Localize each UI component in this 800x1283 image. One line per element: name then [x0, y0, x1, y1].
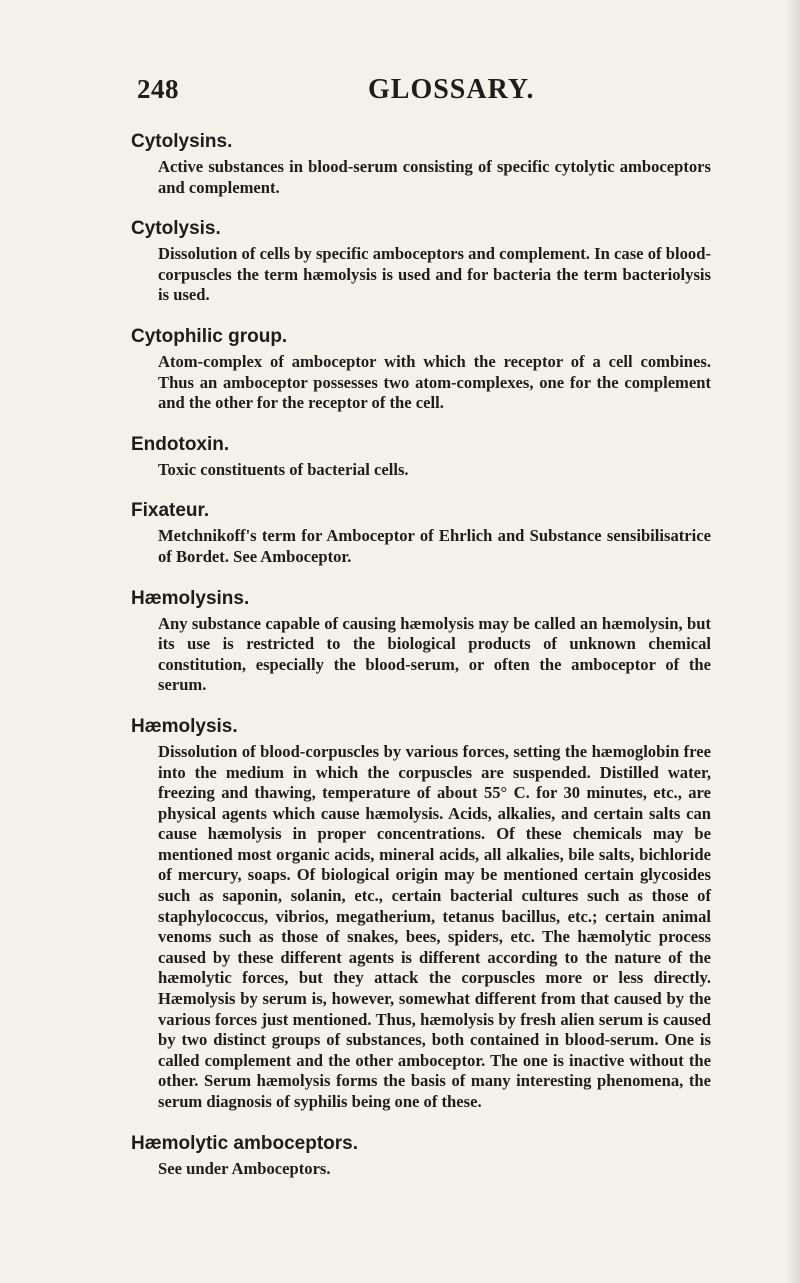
page-header — [0, 72, 800, 112]
glossary-entry-haemolytic-amboceptors — [131, 1132, 711, 1180]
entry-definition: Active substances in blood-serum consisting of specific cytolytic amboceptors and complement. — [158, 157, 711, 197]
glossary-entry-fixateur — [131, 499, 711, 567]
entry-term: Fixateur. — [131, 500, 210, 522]
entry-definition: Any substance capable of causing hæmolysis may be called an hæmolysin, but its use is restricted to the biological products of unknown chemical constitution, especially the blood-serum, or often the amboceptor of the serum. — [158, 613, 711, 695]
entry-definition: Dissolution of cells by specific amboceptors and complement. In case of blood-corpuscles the term hæmolysis is used and for bacteria the term bacteriolysis is used. — [158, 244, 711, 305]
entry-term: Hæmolysins. — [131, 587, 250, 609]
entry-term: Cytolysis. — [131, 218, 221, 240]
page-number: 248 — [137, 74, 179, 104]
entry-term: Endotoxin. — [131, 433, 230, 455]
glossary-entry-cytolysis — [131, 217, 711, 306]
glossary-entry-haemolysins — [131, 587, 711, 696]
running-head: GLOSSARY. — [368, 74, 535, 105]
page-edge-shadow — [786, 0, 800, 1283]
glossary-entry-haemolysis — [131, 715, 711, 1113]
glossary-entry-cytolysins — [131, 130, 711, 198]
entry-term: Hæmolytic amboceptors. — [131, 1132, 358, 1154]
entry-definition: Metchnikoff's term for Amboceptor of Ehrlich and Substance sensibilisatrice of Bordet. See Amboceptor. — [158, 526, 711, 566]
entry-term: Hæmolysis. — [131, 715, 238, 737]
entry-definition: Toxic constituents of bacterial cells. — [158, 459, 409, 479]
entry-term: Cytolysins. — [131, 131, 233, 152]
entry-definition: See under Amboceptors. — [158, 1158, 331, 1178]
entry-definition: Dissolution of blood-corpuscles by various forces, setting the hæmoglobin free into the medium in which the corpuscles are suspended. Distilled water, freezing and thawing, temperature of about 55° C. for 30 minutes, etc., are physical agents which cause hæmolysis. Acids, alkalies, and certain salts can cause hæmolysis in proper concentrations. Of these chemicals may be mentioned most organic acids, mineral acids, all alkalies, bile salts, bichloride of mercury, soaps. Of biological origin may be mentioned certain glycosides such as saponin, solanin, etc., certain bacterial cultures such as those of staphylococcus, vibrios, megatherium, tetanus bacillus, etc.; certain animal venoms such as those of snakes, bees, spiders, etc. The hæmolytic process caused by these different agents is different according to the nature of the hæmolytic forces, but they attack the corpuscles more or less directly. Hæmolysis by serum is, however, somewhat different from that caused by the various forces just mentioned. Thus, hæmolysis by fresh alien serum is caused by two distinct groups of substances, both contained in blood-serum. One is called complement and the other amboceptor. The one is inactive without the other. Serum hæmolysis forms the basis of many interesting phenomena, the serum diagnosis of syphilis being one of these. — [158, 741, 711, 1111]
glossary-entries — [131, 130, 711, 1198]
glossary-entry-endotoxin — [131, 433, 711, 481]
glossary-entry-cytophilic-group — [131, 325, 711, 414]
entry-definition: Atom-complex of amboceptor with which the receptor of a cell combines. Thus an amboceptor possesses two atom-complexes, one for the complement and the other for the receptor of the cell. — [158, 351, 711, 413]
entry-term: Cytophilic group. — [131, 325, 288, 347]
